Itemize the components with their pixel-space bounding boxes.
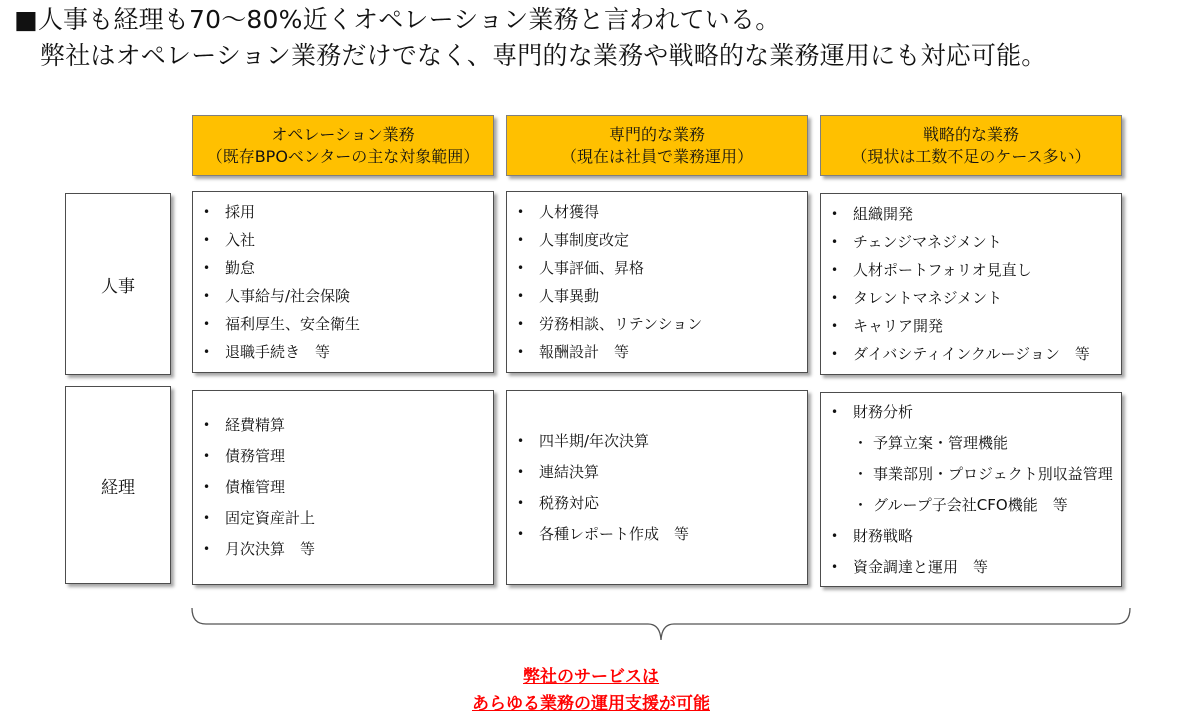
list-item: • 人材ポートフォリオ見直し [831, 256, 1121, 284]
column-header-subtitle: （現状は工数不足のケース多い） [851, 146, 1091, 166]
column-header-title: 専門的な業務 [608, 124, 705, 144]
column-header-subtitle: （現在は社員で業務運用） [560, 146, 753, 166]
list-item: • 税務対応 [517, 488, 807, 519]
list-item: • 財務分析 [831, 397, 1121, 428]
column-header-subtitle: （既存BPOベンターの主な対象範囲） [206, 146, 480, 166]
sub-list-item: ・ グループ子会社CFO機能 等 [831, 490, 1121, 521]
column-header-operations [192, 115, 494, 176]
list-item: • 勤怠 [203, 254, 493, 282]
column-header-strategic [820, 115, 1122, 176]
list-item: • キャリア開発 [831, 312, 1121, 340]
column-header-title: 戦略的な業務 [922, 124, 1019, 144]
cell-hr-specialized [506, 191, 808, 373]
list-item: • 採用 [203, 198, 493, 226]
list-item: • 人事給与/社会保険 [203, 282, 493, 310]
curly-brace [190, 600, 1134, 650]
list-item: • 組織開発 [831, 200, 1121, 228]
list-item: • 債権管理 [203, 472, 493, 503]
list-item: • 経費精算 [203, 410, 493, 441]
list-item: • 退職手続き 等 [203, 338, 493, 366]
conclusion-line2: あらゆる業務の運用支援が可能 [472, 694, 710, 714]
cell-hr-operations [192, 191, 494, 373]
cell-accounting-specialized [506, 390, 808, 585]
list-item: • 固定資産計上 [203, 503, 493, 534]
list-item: • 福利厚生、安全衛生 [203, 310, 493, 338]
list-item: • 入社 [203, 226, 493, 254]
conclusion-line1: 弊社のサービスは [523, 667, 659, 687]
list-item: • 労務相談、リテンション [517, 310, 807, 338]
sub-list-item: ・ 事業部別・プロジェクト別収益管理 [831, 459, 1121, 490]
cell-accounting-operations [192, 390, 494, 585]
list-item: • 人材獲得 [517, 198, 807, 226]
slide-title-line2: 弊社はオペレーション業務だけでなく、専門的な業務や戦略的な業務運用にも対応可能。 [40, 41, 1047, 70]
list-item: • 債務管理 [203, 441, 493, 472]
list-item: • 財務戦略 [831, 521, 1121, 552]
slide-title-line1: ■人事も経理も70～80%近くオペレーション業務と言われている。 [14, 5, 781, 34]
row-label-hr: 人事 [65, 193, 171, 375]
cell-accounting-strategic [820, 392, 1122, 587]
list-item: • 連結決算 [517, 457, 807, 488]
cell-hr-strategic [820, 193, 1122, 375]
row-label-accounting: 経理 [65, 386, 171, 584]
list-item: • 四半期/年次決算 [517, 426, 807, 457]
list-item: • 報酬設計 等 [517, 338, 807, 366]
column-header-specialized [506, 115, 808, 176]
list-item: • 各種レポート作成 等 [517, 519, 807, 550]
column-header-title: オペレーション業務 [271, 124, 415, 144]
list-item: • 人事異動 [517, 282, 807, 310]
list-item: • 人事制度改定 [517, 226, 807, 254]
list-item: • タレントマネジメント [831, 284, 1121, 312]
sub-list-item: ・ 予算立案・管理機能 [831, 428, 1121, 459]
list-item: • 月次決算 等 [203, 534, 493, 565]
list-item: • チェンジマネジメント [831, 228, 1121, 256]
list-item: • 資金調達と運用 等 [831, 552, 1121, 583]
list-item: • 人事評価、昇格 [517, 254, 807, 282]
list-item: • ダイバシティインクルージョン 等 [831, 340, 1121, 368]
